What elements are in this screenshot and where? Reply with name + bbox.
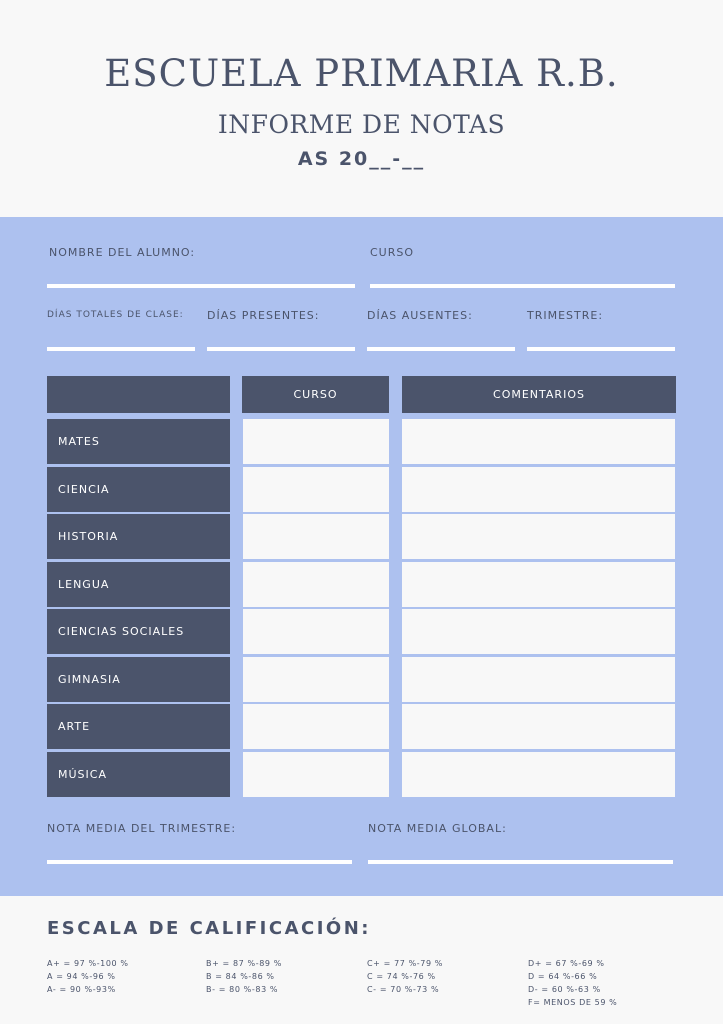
grading-scale-entry: A- = 90 %-93% bbox=[47, 985, 116, 994]
term-label: TRIMESTRE: bbox=[527, 309, 604, 322]
comment-cell-gimnasia[interactable] bbox=[402, 657, 675, 702]
grade-cell-gimnasia[interactable] bbox=[243, 657, 389, 702]
school-year: AS 20__-__ bbox=[297, 148, 426, 170]
report-panel bbox=[0, 217, 723, 896]
grade-cell-ciencias-sociales[interactable] bbox=[243, 609, 389, 654]
term-average-label: NOTA MEDIA DEL TRIMESTRE: bbox=[47, 822, 237, 835]
term-field[interactable] bbox=[527, 347, 675, 351]
subject-musica: MÚSICA bbox=[47, 752, 230, 797]
overall-average-field[interactable] bbox=[368, 860, 673, 864]
comment-cell-lengua[interactable] bbox=[402, 562, 675, 607]
present-days-field[interactable] bbox=[207, 347, 355, 351]
subject-ciencia: CIENCIA bbox=[47, 467, 230, 512]
grading-scale-entry: C- = 70 %-73 % bbox=[367, 985, 440, 994]
grading-scale-entry: F= MENOS DE 59 % bbox=[528, 998, 618, 1007]
student-name-field[interactable] bbox=[47, 284, 355, 288]
grade-cell-historia[interactable] bbox=[243, 514, 389, 559]
table-header-subject bbox=[47, 376, 230, 413]
subject-mates: MATES bbox=[47, 419, 230, 464]
absent-days-field[interactable] bbox=[367, 347, 515, 351]
course-field[interactable] bbox=[370, 284, 675, 288]
grading-scale-entry: A = 94 %-96 % bbox=[47, 972, 116, 981]
course-label: CURSO bbox=[370, 246, 415, 259]
grading-scale-entry: B- = 80 %-83 % bbox=[206, 985, 279, 994]
grade-cell-ciencia[interactable] bbox=[243, 467, 389, 512]
grade-cell-arte[interactable] bbox=[243, 704, 389, 749]
grading-scale-column-d bbox=[528, 957, 617, 1009]
grading-scale-entry: D = 64 %-66 % bbox=[528, 972, 598, 981]
grading-scale-entry: C+ = 77 %-79 % bbox=[367, 959, 444, 968]
total-days-label: DÍAS TOTALES DE CLASE: bbox=[47, 310, 184, 320]
comment-cell-mates[interactable] bbox=[402, 419, 675, 464]
grading-scale-entry: B = 84 %-86 % bbox=[206, 972, 275, 981]
subject-historia: HISTORIA bbox=[47, 514, 230, 559]
grading-scale-title: ESCALA DE CALIFICACIÓN: bbox=[47, 918, 371, 939]
grading-scale-entry: D+ = 67 %-69 % bbox=[528, 959, 605, 968]
student-name-label: NOMBRE DEL ALUMNO: bbox=[49, 246, 196, 259]
comment-cell-musica[interactable] bbox=[402, 752, 675, 797]
grading-scale-column-a bbox=[47, 957, 129, 996]
comment-cell-arte[interactable] bbox=[402, 704, 675, 749]
comment-cell-ciencia[interactable] bbox=[402, 467, 675, 512]
grading-scale-entry: C = 74 %-76 % bbox=[367, 972, 436, 981]
subject-gimnasia: GIMNASIA bbox=[47, 657, 230, 702]
present-days-label: DÍAS PRESENTES: bbox=[207, 309, 320, 322]
grading-scale-entry: B+ = 87 %-89 % bbox=[206, 959, 282, 968]
absent-days-label: DÍAS AUSENTES: bbox=[367, 309, 473, 322]
subject-lengua: LENGUA bbox=[47, 562, 230, 607]
grading-scale-column-c bbox=[367, 957, 443, 996]
term-average-field[interactable] bbox=[47, 860, 352, 864]
subject-arte: ARTE bbox=[47, 704, 230, 749]
grading-scale-entry: A+ = 97 %-100 % bbox=[47, 959, 129, 968]
report-title: INFORME DE NOTAS bbox=[217, 110, 506, 139]
overall-average-label: NOTA MEDIA GLOBAL: bbox=[368, 822, 507, 835]
table-header-comments: COMENTARIOS bbox=[402, 376, 676, 413]
comment-cell-ciencias-sociales[interactable] bbox=[402, 609, 675, 654]
school-name: ESCUELA PRIMARIA R.B. bbox=[104, 52, 619, 95]
grading-scale-column-b bbox=[206, 957, 282, 996]
grade-cell-mates[interactable] bbox=[243, 419, 389, 464]
subject-ciencias-sociales: CIENCIAS SOCIALES bbox=[47, 609, 230, 654]
report-header bbox=[0, 0, 723, 217]
grade-cell-lengua[interactable] bbox=[243, 562, 389, 607]
table-header-course: CURSO bbox=[242, 376, 389, 413]
comment-cell-historia[interactable] bbox=[402, 514, 675, 559]
grading-scale-entry: D- = 60 %-63 % bbox=[528, 985, 601, 994]
grade-cell-musica[interactable] bbox=[243, 752, 389, 797]
total-days-field[interactable] bbox=[47, 347, 195, 351]
